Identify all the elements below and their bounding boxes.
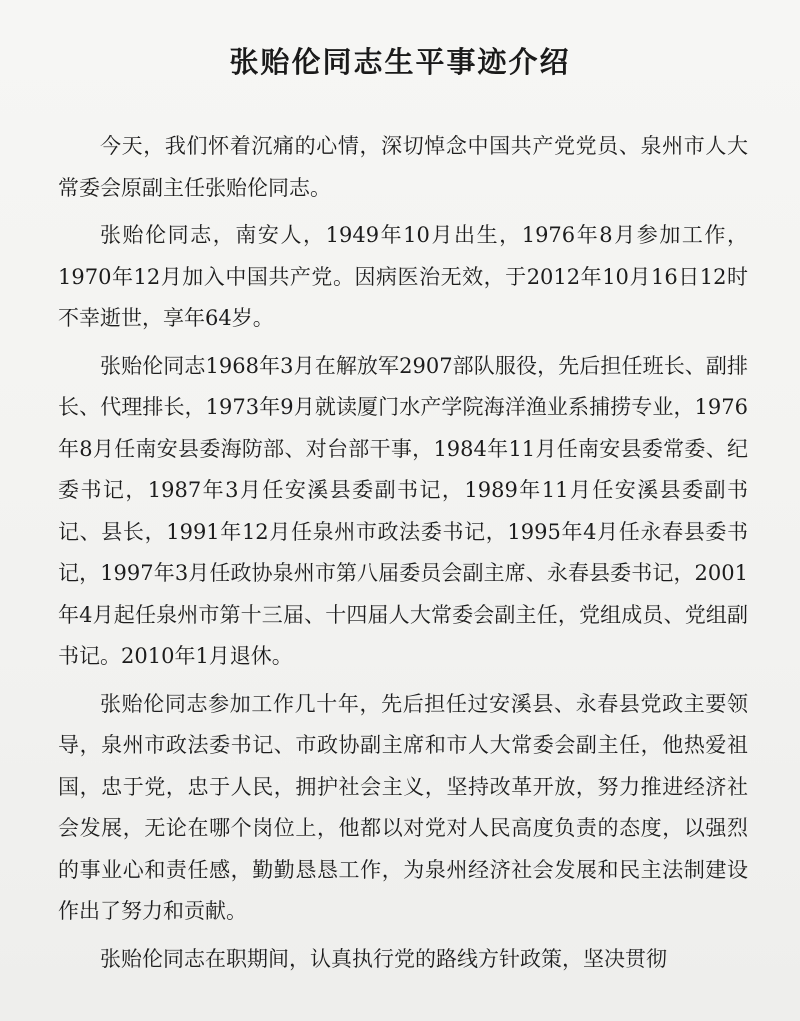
document-title: 张贻伦同志生平事迹介绍	[229, 45, 571, 79]
paragraph-in-office: 张贻伦同志在职期间，认真执行党的路线方针政策，坚决贯彻	[100, 946, 667, 971]
paragraph-contributions: 张贻伦同志参加工作几十年，先后担任过安溪县、永春县党政主要领导，泉州市政法委书记、市政协副主席和市人大常委会副主任，他热爱祖国，忠于党，忠于人民，拥护社会主义，坚持改革开放，努力推进经济社会发展，无论在哪个岗位上，他都以对党对人民高度负责的态度，以强烈的事业心和责任感，勤勤恳恳工作，为泉州经济社会发展和民主法制建设作出了努力和贡献。	[58, 691, 748, 923]
document-body	[58, 126, 748, 980]
paragraph-career-history: 张贻伦同志1968年3月在解放军2907部队服役，先后担任班长、副排长、代理排长，1973年9月就读厦门水产学院海洋渔业系捕捞专业，1976年8月任南安县委海防部、对台部干事，1984年11月任南安县委常委、纪委书记，1987年3月任安溪县委副书记，1989年11月任安溪县委副书记、县长，1991年12月任泉州市政法委书记，1995年4月任永春县委书记，1997年3月任政协泉州市第八届委员会副主席、永春县委书记，2001年4月起任泉州市第十三届、十四届人大常委会副主任，党组成员、党组副书记。2010年1月退休。	[58, 353, 748, 668]
paragraph-personal-info: 张贻伦同志，南安人，1949年10月出生，1976年8月参加工作，1970年12月加入中国共产党。因病医治无效，于2012年10月16日12时不幸逝世，享年64岁。	[58, 223, 748, 330]
paragraph-condolence: 今天，我们怀着沉痛的心情，深切悼念中国共产党党员、泉州市人大常委会原副主任张贻伦同志。	[58, 134, 748, 200]
